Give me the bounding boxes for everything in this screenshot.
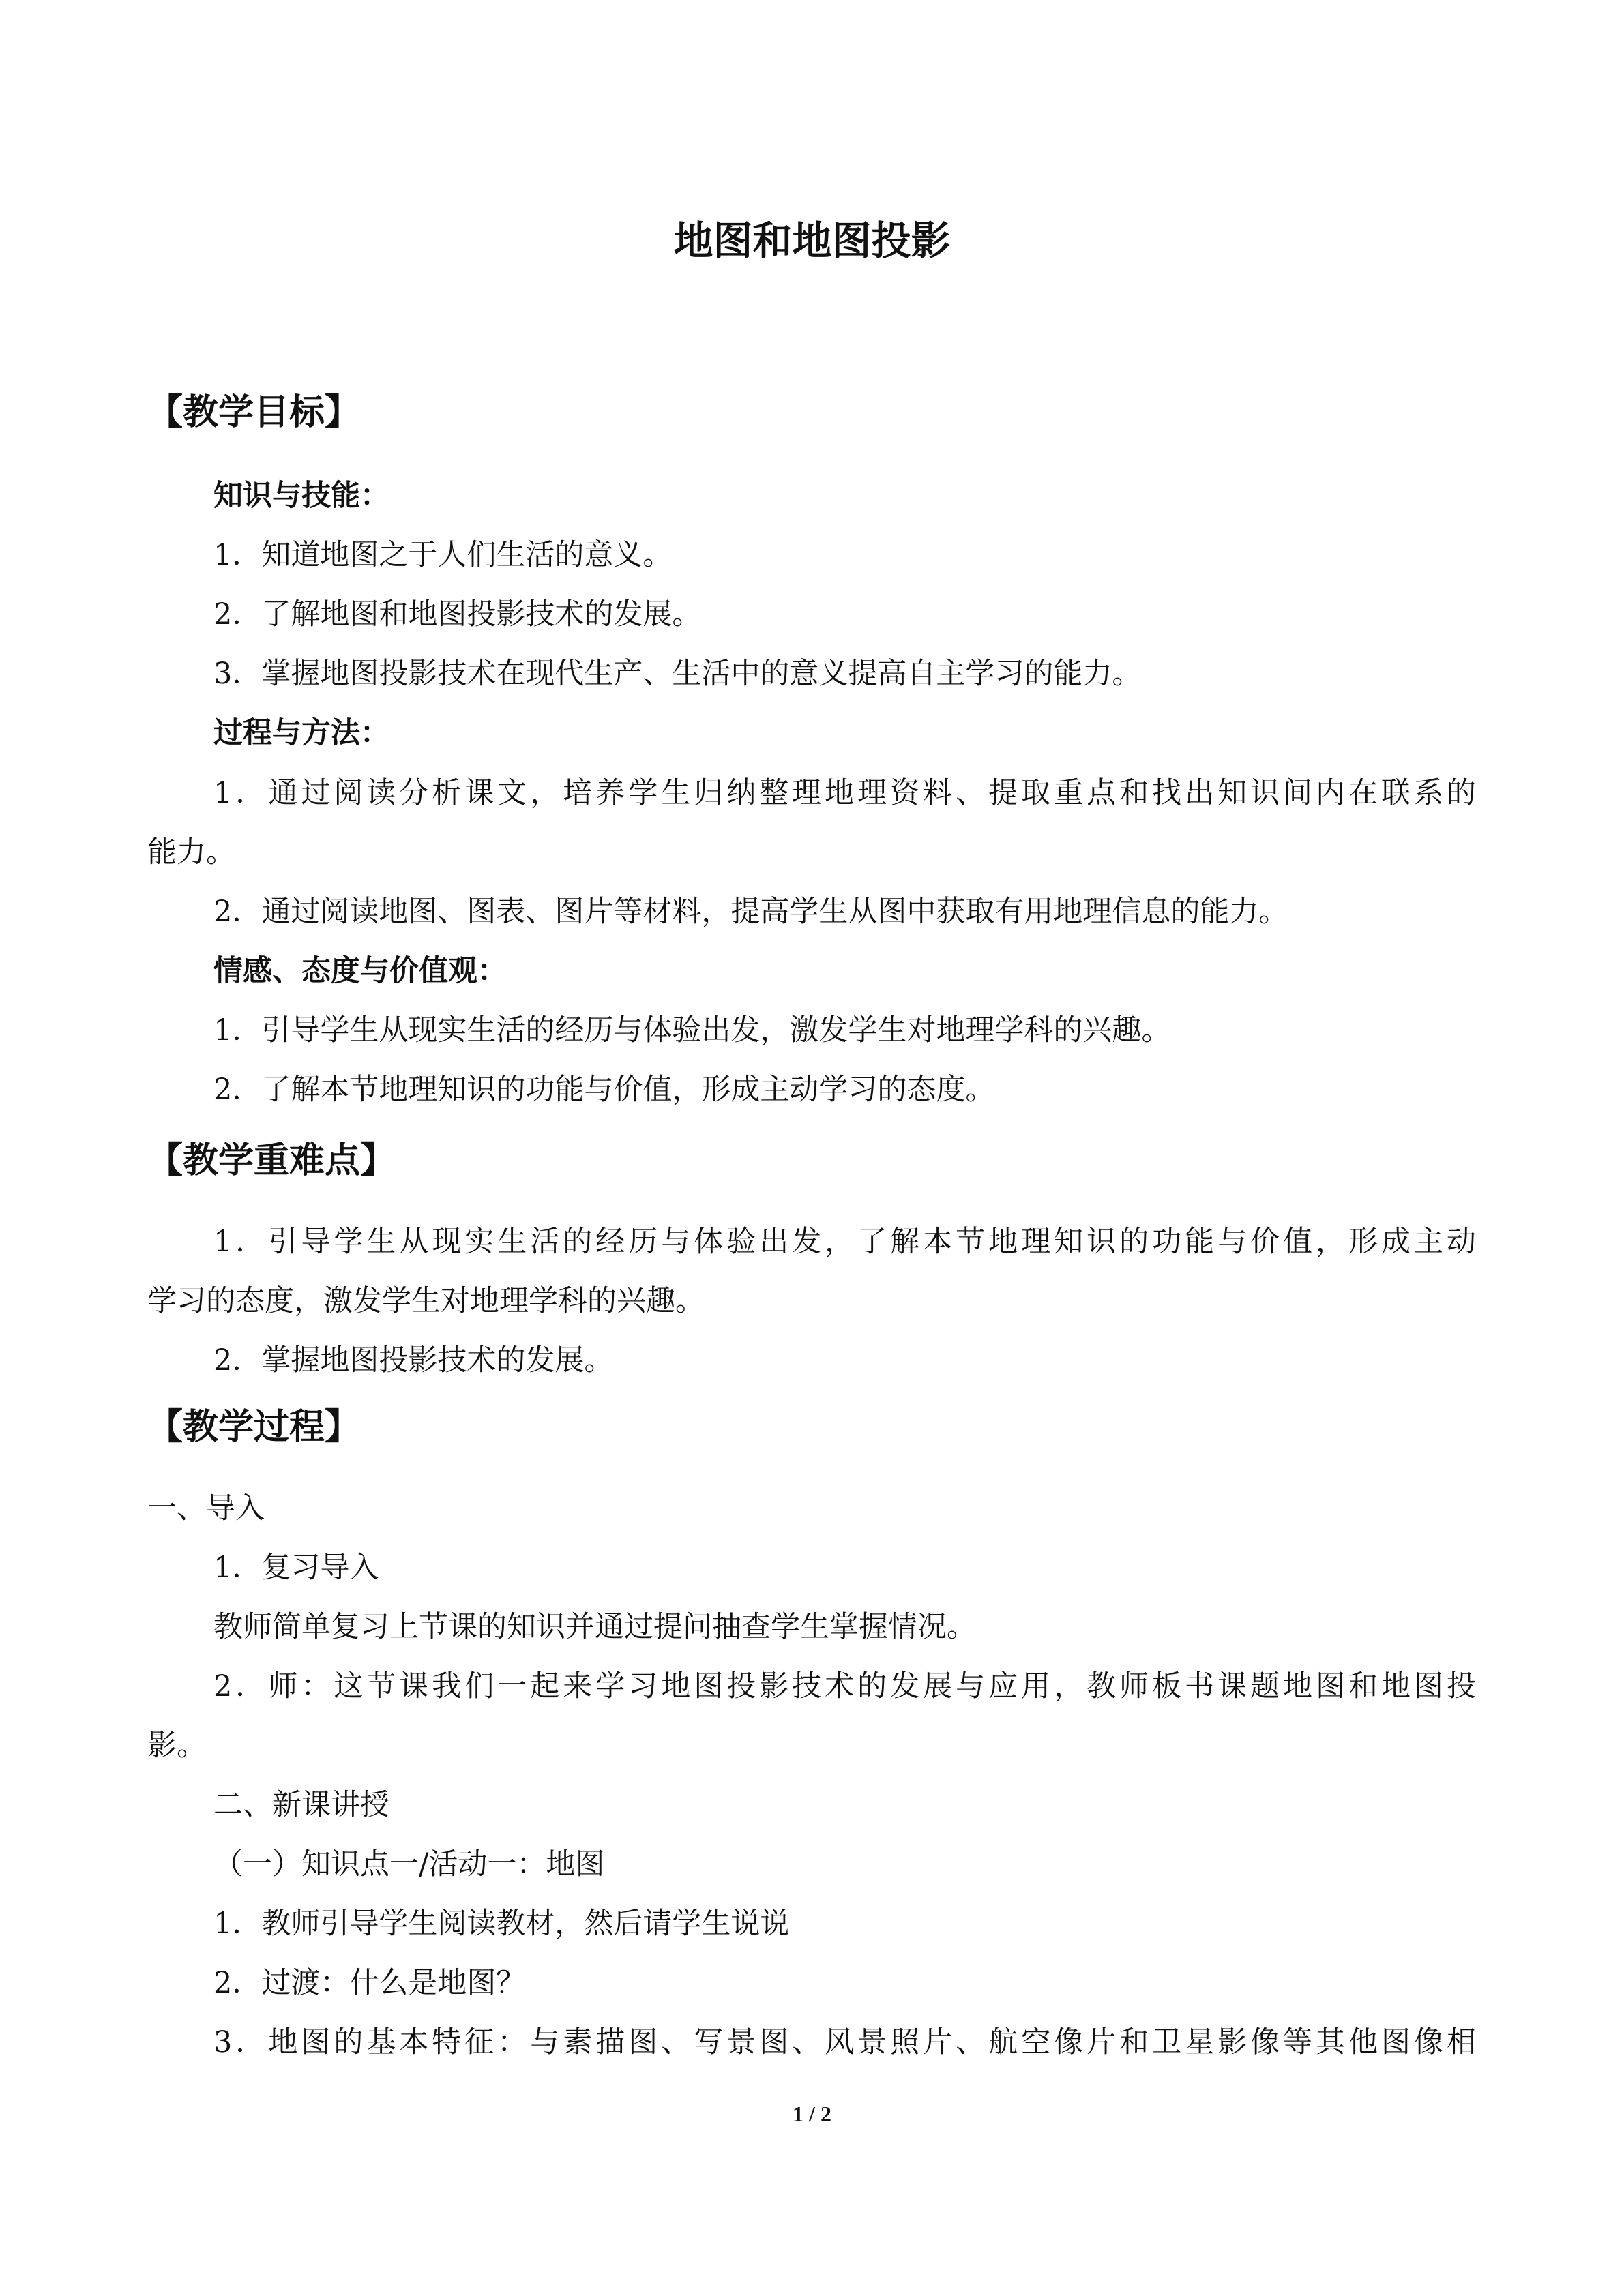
document-title: 地图和地图投影 bbox=[673, 218, 951, 264]
subheading-process-methods: 过程与方法： bbox=[213, 716, 389, 750]
knowledge-item-3: 3．掌握地图投影技术在现代生产、生活中的意义提高自主学习的能力。 bbox=[213, 657, 1142, 691]
process-item-2: 2．通过阅读地图、图表、图片等材料，提高学生从图中获取有用地理信息的能力。 bbox=[213, 895, 1288, 929]
section-heading-key-points: 【教学重难点】 bbox=[147, 1140, 396, 1181]
knowledge-item-2: 2．了解地图和地图投影技术的发展。 bbox=[213, 597, 702, 631]
section-heading-objectives: 【教学目标】 bbox=[147, 392, 361, 433]
emotion-item-1: 1．引导学生从现实生活的经历与体验出发，激发学生对地理学科的兴趣。 bbox=[213, 1013, 1171, 1047]
process-item-1-line-2: 能力。 bbox=[147, 835, 235, 869]
key-point-1-line-1: 1．引导学生从现实生活的经历与体验出发，了解本节地理知识的功能与价值，形成主动 bbox=[213, 1225, 1476, 1259]
knowledge-item-1: 1．知道地图之于人们生活的意义。 bbox=[213, 538, 673, 572]
topic-1-item-3: 3．地图的基本特征：与素描图、写景图、风景照片、航空像片和卫星影像等其他图像相 bbox=[213, 2025, 1476, 2059]
subheading-emotion-values: 情感、态度与价值观： bbox=[213, 954, 507, 988]
topic-1-heading: （一）知识点一/活动一：地图 bbox=[213, 1847, 605, 1881]
intro-item-1: 1．复习导入 bbox=[213, 1551, 379, 1585]
page-number: 1 / 2 bbox=[793, 2102, 831, 2126]
section-heading-process: 【教学过程】 bbox=[147, 1407, 361, 1448]
key-point-1-line-2: 学习的态度，激发学生对地理学科的兴趣。 bbox=[147, 1284, 705, 1318]
topic-1-item-2: 2．过渡：什么是地图？ bbox=[213, 1966, 526, 2000]
intro-heading: 一、导入 bbox=[147, 1491, 265, 1525]
process-item-1-line-1: 1．通过阅读分析课文，培养学生归纳整理地理资料、提取重点和找出知识间内在联系的 bbox=[213, 776, 1476, 810]
new-lesson-heading: 二、新课讲授 bbox=[213, 1788, 389, 1822]
intro-item-2-line-1: 2．师：这节课我们一起来学习地图投影技术的发展与应用，教师板书课题地图和地图投 bbox=[213, 1669, 1476, 1703]
subheading-knowledge-skills: 知识与技能： bbox=[213, 479, 389, 513]
intro-item-2-line-2: 影。 bbox=[147, 1729, 206, 1763]
emotion-item-2: 2．了解本节地理知识的功能与价值，形成主动学习的态度。 bbox=[213, 1073, 995, 1107]
topic-1-item-1: 1．教师引导学生阅读教材，然后请学生说说 bbox=[213, 1907, 790, 1941]
key-point-2: 2．掌握地图投影技术的发展。 bbox=[213, 1343, 614, 1377]
intro-item-1-text: 教师简单复习上节课的知识并通过提问抽查学生掌握情况。 bbox=[213, 1610, 976, 1644]
